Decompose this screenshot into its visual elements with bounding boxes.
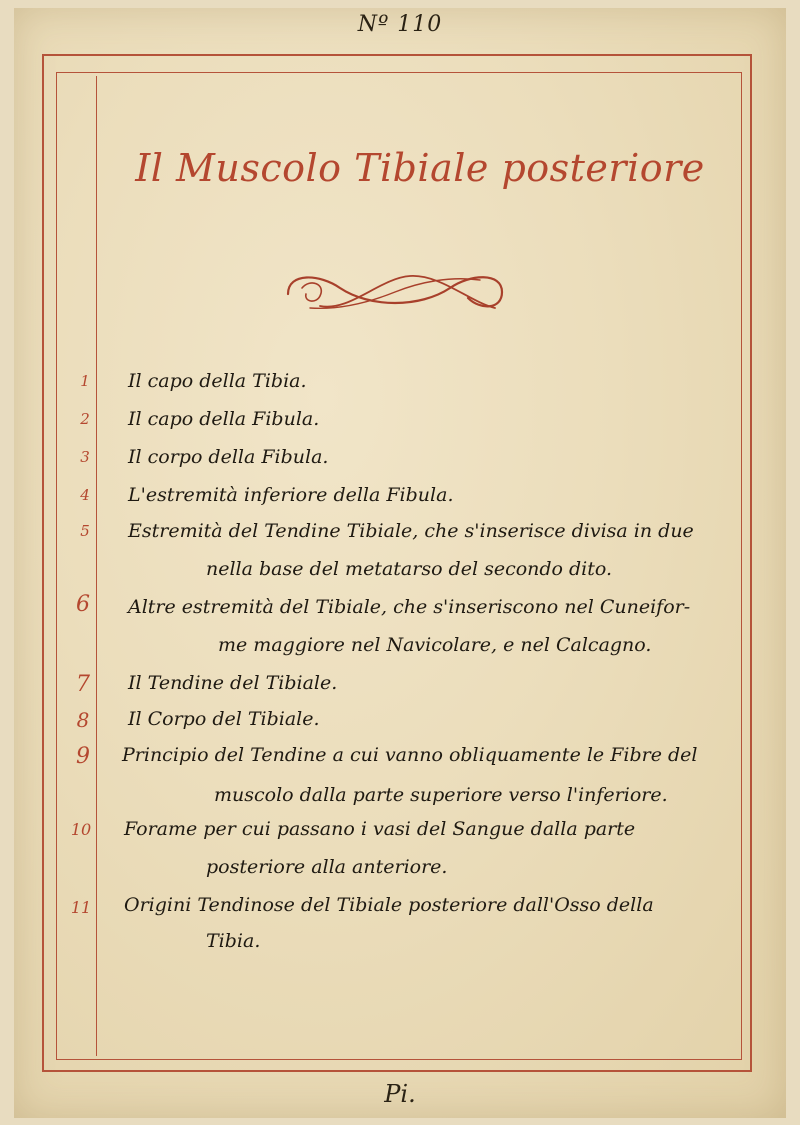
folio-number-top: Nº 110 — [357, 12, 443, 37]
entry-number: 10 — [70, 820, 92, 839]
entry-text: Il corpo della Fibula. — [128, 446, 329, 468]
entry-text: Il capo della Tibia. — [128, 370, 307, 392]
entry-number: 8 — [76, 708, 90, 732]
entry-text: Il Corpo del Tibiale. — [128, 708, 320, 730]
entry-number: 5 — [80, 522, 90, 540]
entry-text-continuation: muscolo dalla parte superiore verso l'inferiore. — [214, 784, 668, 806]
entry-text: Il capo della Fibula. — [128, 408, 320, 430]
entry-text-continuation: me maggiore nel Navicolare, e nel Calcagno. — [218, 634, 652, 656]
entry-number: 4 — [80, 486, 90, 504]
entry-text: Forame per cui passano i vasi del Sangue dalla parte — [124, 818, 636, 840]
entry-number: 6 — [76, 592, 90, 617]
entry-text-continuation: nella base del metatarso del secondo dito. — [206, 558, 613, 580]
entry-text-continuation: Tibia. — [206, 930, 261, 952]
entry-number: 2 — [80, 410, 90, 428]
entry-number: 7 — [76, 672, 90, 697]
entry-number: 9 — [76, 744, 90, 769]
folio-signature-bottom: Pi. — [384, 1080, 416, 1108]
entry-number: 1 — [80, 372, 90, 390]
entry-text: Il Tendine del Tibiale. — [128, 672, 338, 694]
entry-number: 11 — [70, 898, 92, 917]
entry-text-continuation: posteriore alla anteriore. — [206, 856, 448, 878]
entry-text: L'estremità inferiore della Fibula. — [128, 484, 454, 506]
entry-number: 3 — [80, 448, 90, 466]
entry-text: Estremità del Tendine Tibiale, che s'inserisce divisa in due — [128, 520, 694, 542]
entry-text: Principio del Tendine a cui vanno obliquamente le Fibre del — [122, 744, 698, 766]
entry-text: Altre estremità del Tibiale, che s'inseriscono nel Cuneifor- — [128, 596, 691, 618]
page-title: Il Muscolo Tibiale posteriore — [135, 146, 705, 190]
entry-text: Origini Tendinose del Tibiale posteriore dall'Osso della — [124, 894, 654, 916]
